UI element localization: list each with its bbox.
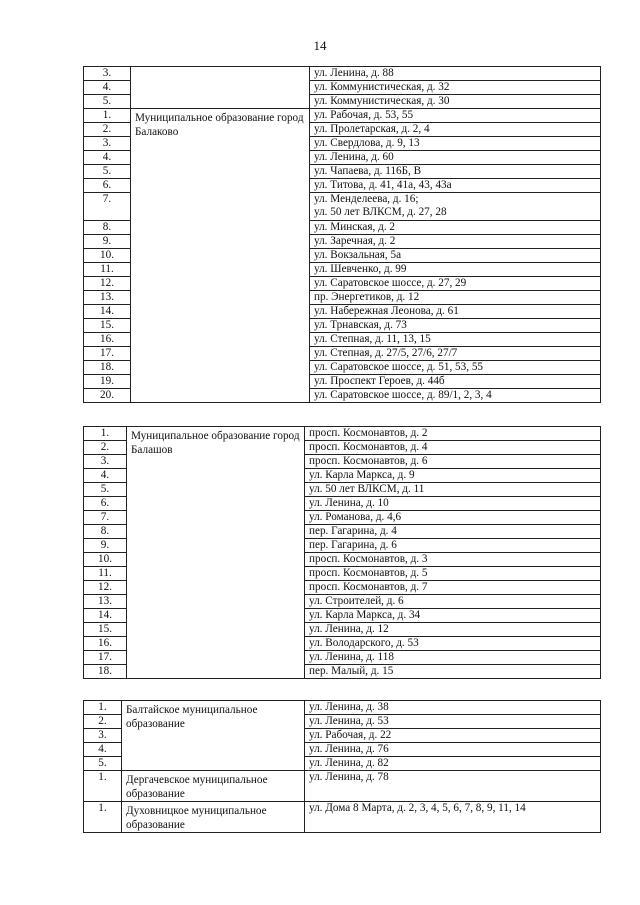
row-number: 4.	[84, 81, 131, 95]
address-text: просп. Космонавтов, д. 4	[309, 441, 428, 453]
address-text: ул. Саратовское шоссе, д. 51, 53, 55	[314, 361, 484, 373]
address-cell	[310, 179, 601, 193]
row-number: 14.	[84, 305, 131, 319]
address-cell	[305, 757, 601, 771]
address-cell	[305, 553, 601, 567]
address-cell	[310, 193, 601, 221]
row-number: 9.	[84, 539, 127, 553]
table-row	[84, 771, 601, 802]
address-text: ул. Ленина, д. 82	[309, 757, 389, 769]
address-cell	[310, 151, 601, 165]
address-text: пер. Малый, д. 15	[309, 665, 394, 677]
address-cell	[310, 235, 601, 249]
row-number: 11.	[84, 567, 127, 581]
address-text: ул. Минская, д. 2	[314, 221, 396, 233]
row-number: 16.	[84, 637, 127, 651]
row-number: 4.	[84, 743, 122, 757]
address-text: ул. Степная, д. 27/5, 27/6, 27/7	[314, 347, 458, 359]
address-cell	[310, 67, 601, 81]
municipality-name	[131, 67, 310, 109]
row-number: 13.	[84, 595, 127, 609]
address-text: ул. Рабочая, д. 22	[309, 729, 392, 741]
address-text: ул. Строителей, д. 6	[309, 595, 404, 607]
row-number: 17.	[84, 347, 131, 361]
address-text: ул. Карла Маркса, д. 34	[309, 609, 421, 621]
municipality-name: Духовницкое муниципальное образование	[122, 802, 305, 833]
address-text: ул. Ленина, д. 10	[309, 497, 389, 509]
address-text: ул. Проспект Героев, д. 44б	[314, 375, 445, 387]
address-cell	[305, 581, 601, 595]
address-text: ул. Ленина, д. 88	[314, 67, 394, 79]
row-number: 5.	[84, 757, 122, 771]
address-cell	[305, 637, 601, 651]
row-number: 14.	[84, 609, 127, 623]
row-number: 11.	[84, 263, 131, 277]
page-number: 14	[313, 38, 327, 53]
address-cell	[305, 729, 601, 743]
address-text: ул. 50 лет ВЛКСМ, д. 27, 28	[314, 206, 447, 218]
municipality-name: Муниципальное образование город Балаково	[131, 109, 310, 403]
address-cell	[310, 81, 601, 95]
row-number: 1.	[84, 427, 127, 441]
row-number: 1.	[84, 771, 122, 802]
row-number: 7.	[84, 511, 127, 525]
address-cell	[305, 483, 601, 497]
address-cell	[310, 123, 601, 137]
address-cell	[305, 525, 601, 539]
row-number: 5.	[84, 483, 127, 497]
address-text: ул. Титова, д. 41, 41а, 43, 43а	[314, 179, 452, 191]
row-number: 5.	[84, 165, 131, 179]
row-number: 13.	[84, 291, 131, 305]
table-row	[84, 427, 601, 441]
row-number: 6.	[84, 179, 131, 193]
address-cell	[310, 291, 601, 305]
address-cell	[305, 651, 601, 665]
address-cell	[305, 802, 601, 833]
address-cell	[305, 715, 601, 729]
address-text: ул. Шевченко, д. 99	[314, 263, 407, 275]
address-table	[83, 66, 601, 403]
address-text: ул. Дома 8 Марта, д. 2, 3, 4, 5, 6, 7, 8, 9, 11, 14	[309, 802, 526, 814]
address-text: ул. Саратовское шоссе, д. 89/1, 2, 3, 4	[314, 389, 492, 401]
table-row	[84, 109, 601, 123]
address-cell	[310, 137, 601, 151]
row-number: 1.	[84, 701, 122, 715]
row-number: 18.	[84, 665, 127, 679]
row-number: 19.	[84, 375, 131, 389]
address-text: ул. Ленина, д. 38	[309, 701, 389, 713]
row-number: 12.	[84, 277, 131, 291]
row-number: 5.	[84, 95, 131, 109]
address-cell	[305, 771, 601, 802]
address-cell	[310, 95, 601, 109]
row-number: 1.	[84, 109, 131, 123]
address-cell	[305, 427, 601, 441]
table-row	[84, 67, 601, 81]
row-number: 3.	[84, 137, 131, 151]
row-number: 6.	[84, 497, 127, 511]
address-table	[83, 700, 601, 833]
address-cell	[310, 263, 601, 277]
address-cell	[310, 319, 601, 333]
address-text: ул. Ленина, д. 12	[309, 623, 389, 635]
address-cell	[310, 333, 601, 347]
address-text: ул. Ленина, д. 78	[309, 771, 389, 783]
address-text: ул. Набережная Леонова, д. 61	[314, 305, 459, 317]
address-text: ул. Ленина, д. 76	[309, 743, 389, 755]
address-text: ул. Володарского, д. 53	[309, 637, 419, 649]
row-number: 3.	[84, 455, 127, 469]
row-number: 1.	[84, 802, 122, 833]
address-table	[83, 426, 601, 679]
row-number: 4.	[84, 469, 127, 483]
address-text: ул. Степная, д. 11, 13, 15	[314, 333, 431, 345]
address-text: просп. Космонавтов, д. 6	[309, 455, 428, 467]
row-number: 10.	[84, 249, 131, 263]
address-text: ул. Вокзальная, 5а	[314, 249, 402, 261]
row-number: 7.	[84, 193, 131, 221]
table-row	[84, 701, 601, 715]
municipality-name: Балтайское муниципальное образование	[122, 701, 305, 771]
address-text: ул. Ленина, д. 53	[309, 715, 389, 727]
row-number: 16.	[84, 333, 131, 347]
row-number: 2.	[84, 123, 131, 137]
municipality-name: Муниципальное образование город Балашов	[127, 427, 305, 679]
address-cell	[305, 441, 601, 455]
address-cell	[305, 539, 601, 553]
address-text: ул. Менделеева, д. 16;	[314, 193, 419, 205]
address-cell	[310, 361, 601, 375]
address-cell	[310, 165, 601, 179]
address-text: просп. Космонавтов, д. 3	[309, 553, 428, 565]
address-text: ул. Свердлова, д. 9, 13	[314, 137, 420, 149]
address-text: ул. Карла Маркса, д. 9	[309, 469, 415, 481]
row-number: 2.	[84, 441, 127, 455]
address-cell	[305, 567, 601, 581]
address-cell	[310, 347, 601, 361]
address-text: ул. Чапаева, д. 116Б, В	[314, 165, 422, 177]
address-cell	[305, 455, 601, 469]
address-text: ул. Коммунистическая, д. 32	[314, 81, 450, 93]
row-number: 15.	[84, 623, 127, 637]
address-text: ул. Ленина, д. 60	[314, 151, 394, 163]
address-cell	[310, 375, 601, 389]
row-number: 4.	[84, 151, 131, 165]
row-number: 20.	[84, 389, 131, 403]
address-cell	[310, 305, 601, 319]
address-text: пер. Гагарина, д. 6	[309, 539, 397, 551]
address-text: ул. Ленина, д. 118	[309, 651, 394, 663]
address-text: просп. Космонавтов, д. 5	[309, 567, 428, 579]
address-text: ул. Коммунистическая, д. 30	[314, 95, 450, 107]
address-cell	[305, 623, 601, 637]
row-number: 15.	[84, 319, 131, 333]
address-cell	[305, 743, 601, 757]
row-number: 10.	[84, 553, 127, 567]
address-cell	[310, 109, 601, 123]
row-number: 3.	[84, 67, 131, 81]
address-cell	[310, 277, 601, 291]
address-cell	[305, 701, 601, 715]
address-text: ул. Заречная, д. 2	[314, 235, 396, 247]
address-cell	[305, 511, 601, 525]
address-text: ул. 50 лет ВЛКСМ, д. 11	[309, 483, 425, 495]
address-text: просп. Космонавтов, д. 7	[309, 581, 428, 593]
address-cell	[310, 221, 601, 235]
address-cell	[310, 389, 601, 403]
address-text: ул. Трнавская, д. 73	[314, 319, 407, 331]
row-number: 9.	[84, 235, 131, 249]
address-cell	[305, 469, 601, 483]
address-cell	[305, 665, 601, 679]
row-number: 2.	[84, 715, 122, 729]
address-cell	[305, 609, 601, 623]
address-text: ул. Саратовское шоссе, д. 27, 29	[314, 277, 467, 289]
address-cell	[305, 497, 601, 511]
row-number: 12.	[84, 581, 127, 595]
address-text: ул. Рабочая, д. 53, 55	[314, 109, 414, 121]
row-number: 8.	[84, 525, 127, 539]
address-text: ул. Романова, д. 4,6	[309, 511, 402, 523]
table-row	[84, 802, 601, 833]
address-cell	[305, 595, 601, 609]
address-text: пр. Энергетиков, д. 12	[314, 291, 420, 303]
address-text: ул. Пролетарская, д. 2, 4	[314, 123, 430, 135]
municipality-name: Дергачевское муниципальное образование	[122, 771, 305, 802]
row-number: 8.	[84, 221, 131, 235]
address-text: пер. Гагарина, д. 4	[309, 525, 397, 537]
row-number: 18.	[84, 361, 131, 375]
address-text: просп. Космонавтов, д. 2	[309, 427, 428, 439]
row-number: 17.	[84, 651, 127, 665]
address-cell	[310, 249, 601, 263]
row-number: 3.	[84, 729, 122, 743]
